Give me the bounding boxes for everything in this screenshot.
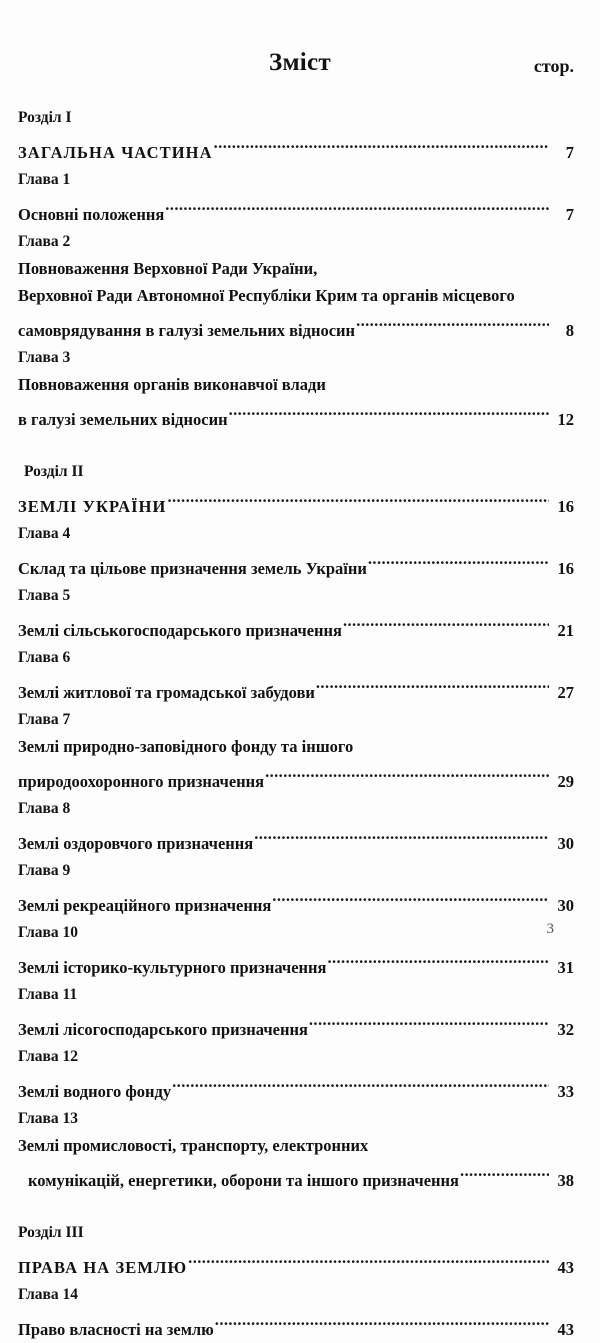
toc-entry-page-number: 7 bbox=[565, 205, 574, 224]
toc-chapter-label: Глава 13 bbox=[18, 1110, 79, 1127]
toc-chapter-label: Глава 12 bbox=[18, 1048, 79, 1065]
toc-entry-page-number: 8 bbox=[565, 321, 574, 340]
dot-leader bbox=[254, 822, 549, 849]
toc-entry-title: Землі історико-культурного призначення bbox=[18, 958, 327, 977]
page-header bbox=[0, 48, 600, 82]
toc-entry-title: Склад та цільове призначення земель України bbox=[18, 559, 367, 578]
toc-chapter-label: Глава 4 bbox=[18, 525, 71, 542]
page-title: Зміст bbox=[268, 49, 332, 76]
dot-leader bbox=[327, 946, 549, 973]
dot-leader bbox=[165, 193, 549, 220]
dot-leader bbox=[272, 884, 549, 911]
toc-chapter-label: Глава 6 bbox=[18, 649, 71, 666]
toc-entry-title: Землі рекреаційного призначення bbox=[18, 896, 272, 915]
toc-chapter-entry[interactable] bbox=[18, 398, 574, 433]
toc-entry-page-number: 7 bbox=[565, 143, 574, 162]
toc-entry-title: Землі лісогосподарського призначення bbox=[18, 1020, 308, 1039]
toc-chapter-label: Глава 8 bbox=[18, 800, 71, 817]
toc-entry-page-number: 43 bbox=[557, 1258, 574, 1277]
toc-entry-title: ЗЕМЛІ УКРАЇНИ bbox=[18, 497, 167, 516]
toc-chapter-label: Глава 5 bbox=[18, 587, 71, 604]
dot-leader bbox=[460, 1159, 549, 1186]
toc-entry-page-number: 30 bbox=[557, 896, 574, 915]
toc-entry-title: Основні положення bbox=[18, 205, 165, 224]
toc-entry-page-number: 43 bbox=[557, 1320, 574, 1339]
toc-entry-page-number: 32 bbox=[557, 1020, 574, 1039]
toc-section-entry[interactable] bbox=[18, 1246, 574, 1281]
toc-entry-title: Землі житлової та громадської забудови bbox=[18, 683, 315, 702]
dot-leader bbox=[356, 309, 549, 336]
toc-entry-title: в галузі земельних відносин bbox=[18, 410, 228, 429]
toc-entry-continuation-line: Повноваження Верховної Ради України, bbox=[18, 259, 318, 278]
dot-leader bbox=[309, 1008, 549, 1035]
toc-entry-title: самоврядування в галузі земельних відносин bbox=[18, 321, 356, 340]
toc-entry-title: Землі водного фонду bbox=[18, 1082, 172, 1101]
toc-entry-title: Землі сільськогосподарського призначення bbox=[18, 621, 342, 640]
toc-chapter-entry[interactable] bbox=[18, 1008, 574, 1043]
toc-entry-title: комунікацій, енергетики, оборони та іншого призначення bbox=[28, 1171, 459, 1190]
toc-chapter-label: Глава 2 bbox=[18, 233, 71, 250]
dot-leader bbox=[214, 131, 549, 158]
toc-entry-title: Право власності на землю bbox=[18, 1320, 214, 1339]
dot-leader bbox=[172, 1070, 549, 1097]
toc-entry-page-number: 16 bbox=[557, 497, 574, 516]
toc-chapter-label: Глава 14 bbox=[18, 1286, 79, 1303]
toc-chapter-entry[interactable] bbox=[18, 547, 574, 582]
table-of-contents bbox=[18, 104, 574, 1343]
toc-entry-page-number: 31 bbox=[557, 958, 574, 977]
toc-entry-page-number: 33 bbox=[557, 1082, 574, 1101]
toc-chapter-label: Глава 9 bbox=[18, 862, 71, 879]
dot-leader bbox=[229, 398, 549, 425]
toc-chapter-entry[interactable] bbox=[18, 309, 574, 344]
toc-entry-page-number: 27 bbox=[557, 683, 574, 702]
dot-leader bbox=[188, 1246, 549, 1273]
toc-section bbox=[18, 458, 574, 1194]
toc-chapter-entry[interactable] bbox=[18, 946, 574, 981]
toc-chapter-label: Глава 3 bbox=[18, 349, 71, 366]
toc-chapter-label: Глава 7 bbox=[18, 711, 71, 728]
toc-chapter-entry[interactable] bbox=[18, 671, 574, 706]
toc-entry-page-number: 21 bbox=[557, 621, 574, 640]
toc-chapter-entry[interactable] bbox=[18, 1159, 574, 1194]
toc-entry-continuation-line: Повноваження органів виконавчої влади bbox=[18, 375, 326, 394]
toc-chapter-entry[interactable] bbox=[18, 1070, 574, 1105]
toc-entry-page-number: 30 bbox=[557, 834, 574, 853]
toc-chapter-entry[interactable] bbox=[18, 884, 574, 919]
pages-column-label: стор. bbox=[533, 56, 574, 76]
toc-chapter-entry[interactable] bbox=[18, 1308, 574, 1343]
dot-leader bbox=[316, 671, 549, 698]
toc-entry-title: Землі оздоровчого призначення bbox=[18, 834, 254, 853]
toc-chapter-label: Глава 11 bbox=[18, 986, 78, 1003]
toc-section-entry[interactable] bbox=[18, 485, 574, 520]
page-folio-number: 3 bbox=[546, 921, 554, 937]
toc-entry-page-number: 12 bbox=[557, 410, 574, 429]
toc-chapter-entry[interactable] bbox=[18, 609, 574, 644]
dot-leader bbox=[167, 485, 549, 512]
toc-section-entry[interactable] bbox=[18, 131, 574, 166]
dot-leader bbox=[343, 609, 549, 636]
toc-entry-continuation-line: Землі промисловості, транспорту, електронних bbox=[18, 1136, 369, 1155]
toc-chapter-label: Глава 10 bbox=[18, 924, 79, 941]
toc-entry-page-number: 38 bbox=[557, 1171, 574, 1190]
toc-chapter-entry[interactable] bbox=[18, 822, 574, 857]
toc-section-label: Розділ II bbox=[24, 463, 84, 480]
toc-entry-page-number: 16 bbox=[557, 559, 574, 578]
toc-chapter-entry[interactable] bbox=[18, 760, 574, 795]
dot-leader bbox=[215, 1308, 549, 1335]
toc-entry-continuation-line: Землі природно-заповідного фонду та іншого bbox=[18, 737, 354, 756]
toc-chapter-label: Глава 1 bbox=[18, 171, 71, 188]
toc-section-label: Розділ III bbox=[18, 1224, 84, 1241]
toc-chapter-entry[interactable] bbox=[18, 193, 574, 228]
toc-section bbox=[18, 104, 574, 433]
toc-entry-continuation-line: Верховної Ради Автономної Республіки Крим та органів місцевого bbox=[18, 286, 515, 305]
toc-entry-title: ЗАГАЛЬНА ЧАСТИНА bbox=[18, 143, 213, 162]
dot-leader bbox=[368, 547, 549, 574]
toc-section-label: Розділ I bbox=[18, 109, 72, 126]
dot-leader bbox=[265, 760, 549, 787]
toc-entry-title: ПРАВА НА ЗЕМЛЮ bbox=[18, 1258, 188, 1277]
toc-entry-title: природоохоронного призначення bbox=[18, 772, 265, 791]
toc-section bbox=[18, 1219, 574, 1343]
toc-entry-page-number: 29 bbox=[557, 772, 574, 791]
